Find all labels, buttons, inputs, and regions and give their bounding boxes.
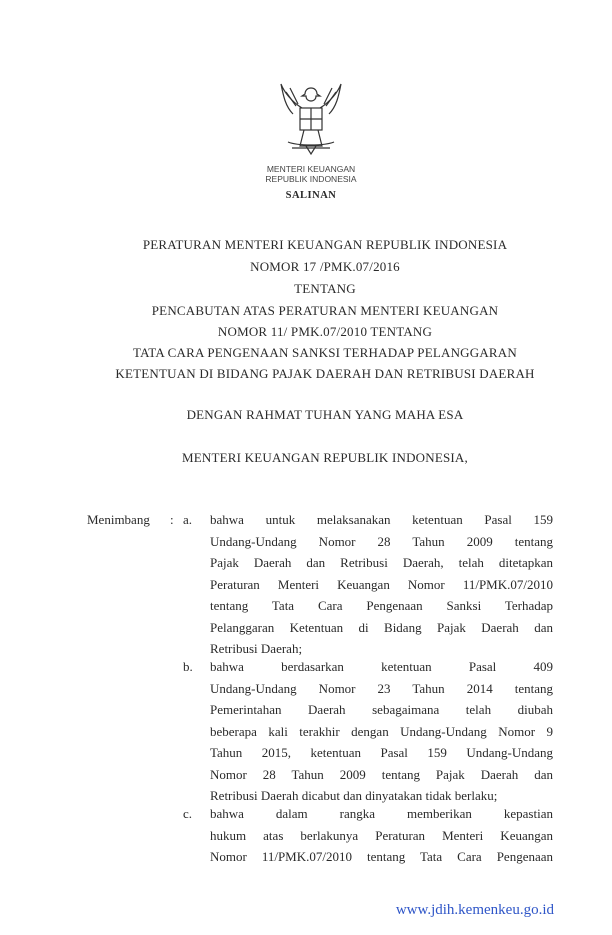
paragraph-line: Nomor 11/PMK.07/2010 tentang Tata Cara Pengenaan [210, 849, 553, 864]
paragraph-line: bahwa berdasarkan ketentuan Pasal 409 [210, 659, 553, 674]
paragraph-line: Undang-Undang Nomor 23 Tahun 2014 tentang [210, 680, 553, 696]
paragraph-line: Pelanggaran Ketentuan di Bidang Pajak Daerah dan [210, 619, 553, 635]
paragraph-line: Peraturan Menteri Keuangan Nomor 11/PMK.07/2010 [210, 576, 553, 592]
title-line: NOMOR 11/ PMK.07/2010 TENTANG [217, 324, 433, 339]
paragraph-line: Retribusi Daerah; [210, 641, 303, 656]
item-marker: b. [183, 659, 193, 674]
paragraph-line: Tahun 2015, ketentuan Pasal 159 Undang-Undang [210, 745, 553, 760]
invocation: DENGAN RAHMAT TUHAN YANG MAHA ESA [186, 407, 464, 422]
title-line: PERATURAN MENTERI KEUANGAN REPUBLIK INDONESIA [142, 237, 508, 252]
paragraph-line: Undang-Undang Nomor 28 Tahun 2009 tentang [210, 533, 553, 549]
letterhead-ministry: MENTERI KEUANGAN [266, 164, 356, 174]
menimbang-label: Menimbang [87, 512, 150, 527]
garuda-emblem-icon [278, 80, 344, 160]
title-line: TATA CARA PENGENAAN SANKSI TERHADAP PELANGGARAN [133, 345, 517, 360]
jdih-website-link[interactable]: www.jdih.kemenkeu.go.id [395, 902, 554, 918]
paragraph-line: Retribusi Daerah dicabut dan dinyatakan tidak berlaku; [210, 788, 498, 803]
paragraph-line: Pemerintahan Daerah sebagaimana telah diubah [210, 702, 553, 717]
minister-heading: MENTERI KEUANGAN REPUBLIK INDONESIA, [182, 450, 468, 465]
paragraph-line: bahwa untuk melaksanakan ketentuan Pasal 159 [210, 512, 553, 527]
letterhead-country: REPUBLIK INDONESIA [265, 174, 357, 184]
paragraph-line: hukum atas berlakunya Peraturan Menteri Keuangan [210, 827, 553, 843]
paragraph-line: bahwa dalam rangka memberikan kepastian [210, 806, 553, 821]
title-line: KETENTUAN DI BIDANG PAJAK DAERAH DAN RETRIBUSI DAERAH [115, 366, 535, 381]
paragraph-line: Nomor 28 Tahun 2009 tentang Pajak Daerah dan [210, 766, 553, 782]
paragraph-line: Pajak Daerah dan Retribusi Daerah, telah ditetapkan [210, 555, 553, 570]
title-line: NOMOR 17 /PMK.07/2016 [250, 259, 400, 274]
item-marker: a. [183, 512, 193, 527]
title-line: TENTANG [294, 281, 356, 296]
paragraph-line: beberapa kali terakhir dengan Undang-Undang Nomor 9 [210, 723, 553, 739]
menimbang-colon: : [170, 512, 174, 527]
item-marker: c. [183, 806, 193, 821]
title-line: PENCABUTAN ATAS PERATURAN MENTERI KEUANGAN [151, 303, 499, 318]
copy-stamp: SALINAN [285, 190, 337, 201]
paragraph-line: tentang Tata Cara Pengenaan Sanksi Terhadap [210, 598, 553, 613]
